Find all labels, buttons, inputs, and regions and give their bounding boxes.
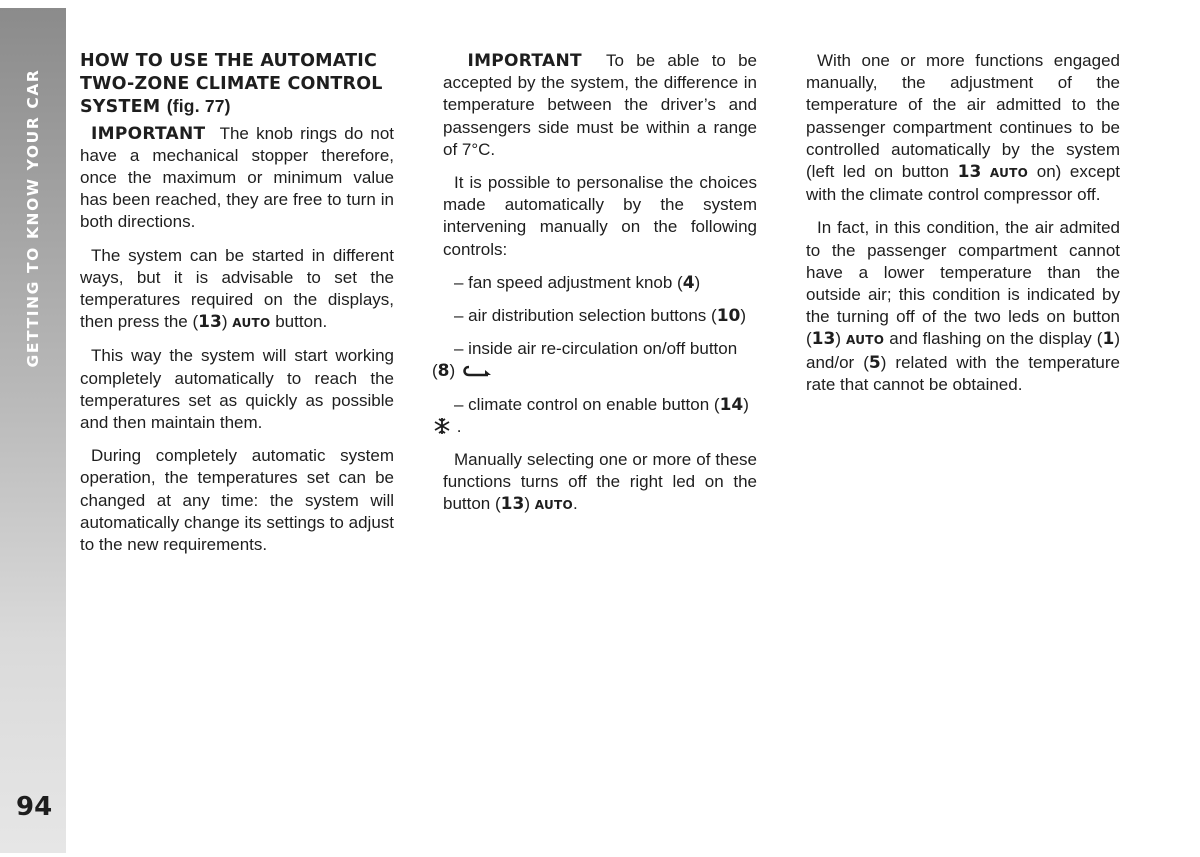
paren: ): [740, 306, 747, 326]
paragraph-text: With one or more functions engaged manually, the adjustment of the temperature of the air admitted to the passenger compartment continues to be controlled automatically by the system (left led on button: [806, 51, 1120, 182]
section-title: GETTING TO KNOW YOUR CAR: [24, 68, 42, 368]
button-number: 13: [811, 329, 836, 350]
paren: ): [694, 272, 701, 292]
list-item-text: – climate control on enable button (: [454, 394, 720, 414]
page-number: 94: [16, 792, 53, 822]
paragraph-important-difference: [443, 50, 757, 161]
paragraph-condition: [806, 217, 1120, 396]
button-number: 13: [198, 312, 222, 333]
paragraph-text: The knob rings do not have a mechanical stopper therefore, once the maximum or minimum value has been reached, they are free to turn in both directions.: [80, 123, 394, 232]
paragraph-manual-selection: [443, 449, 757, 517]
paragraph-manual-functions: [806, 50, 1120, 206]
period: .: [456, 416, 462, 436]
figure-reference: (fig. 77): [166, 96, 231, 116]
period: .: [573, 494, 578, 514]
list-item-text: – inside air re-circulation on/off button: [454, 339, 738, 359]
important-label: IMPORTANT: [467, 51, 582, 71]
heading-line-3: SYSTEM: [80, 97, 161, 117]
paragraph-automatic-working: This way the system will start working completely automatically to reach the temperatures set as quickly as possible and then maintain them.: [80, 346, 394, 432]
column-middle: [432, 50, 758, 528]
sidebar-band: [0, 8, 66, 853]
list-item-text: – air distribution selection buttons (: [454, 306, 717, 326]
list-item-fan-speed: [443, 272, 757, 294]
column-left: [80, 50, 394, 567]
paren: ): [743, 394, 749, 414]
section-heading: [80, 50, 394, 119]
paragraph-text: button.: [275, 312, 328, 332]
paren: ): [524, 494, 531, 514]
paragraph-start-system: [80, 245, 394, 335]
list-item-climate-control: [443, 394, 757, 438]
snowflake-icon: [432, 417, 452, 435]
important-label: IMPORTANT: [91, 123, 206, 144]
paren: ): [221, 312, 228, 332]
heading-line-1: HOW TO USE THE AUTOMATIC: [80, 51, 378, 71]
heading-line-2: TWO-ZONE CLIMATE CONTROL: [80, 73, 383, 94]
auto-label: AUTO: [232, 316, 271, 331]
paren: (: [192, 312, 199, 332]
auto-label: AUTO: [989, 166, 1029, 181]
button-number: 13: [500, 494, 525, 515]
paragraph-text: ) and/or (: [806, 329, 1120, 372]
list-item-air-distribution: [443, 305, 757, 327]
paragraph-text: Manually selecting one or more of these functions turns off the right led on the button: [443, 450, 757, 514]
paragraph-automatic-operation: During completely automatic system operation, the temperatures set can be changed at any time: the system will automatically change its settings to adjust to the new requirements.: [80, 446, 394, 554]
paragraph-text: and flashing on the display (: [889, 329, 1103, 349]
display-number: 1: [1102, 329, 1115, 350]
paren: (: [495, 494, 501, 514]
auto-label: AUTO: [534, 498, 573, 513]
paragraph-text: The system can be started in different ways, but it is advisable to set the temperatures required on the displays, then press the: [80, 245, 394, 332]
column-right: [806, 50, 1120, 407]
recirculation-icon: [460, 363, 494, 379]
paren: (: [432, 361, 438, 381]
paragraph-text: on) except with the climate control compressor off.: [806, 162, 1121, 205]
paragraph-personalise: It is possible to personalise the choices made automatically by the system intervening manually on the following controls:: [443, 173, 757, 259]
paragraph-text: ) related with the temperature rate that cannot be obtained.: [806, 352, 1120, 394]
control-number: 14: [719, 394, 744, 415]
paragraph-text: To be able to be accepted by the system, the difference in temperature between the driver’s and passengers side must be within a range of 7°C.: [443, 51, 758, 159]
control-number: 4: [682, 272, 695, 293]
paragraph-important-knob: [80, 123, 394, 234]
paren: ): [835, 329, 842, 349]
list-item-text: – fan speed adjustment knob (: [454, 272, 683, 292]
auto-label: AUTO: [846, 333, 885, 348]
control-number: 10: [716, 306, 741, 327]
list-item-recirculation: [432, 338, 757, 382]
control-number: 8: [437, 361, 450, 382]
paren: ): [449, 361, 456, 381]
display-number: 5: [868, 352, 881, 373]
paragraph-text: In fact, in this condition, the air admited to the passenger compartment cannot have a lower temperature than the outside air; this condition is indicated by the turning off of the two leds on button: [806, 218, 1120, 327]
paren: (: [806, 329, 812, 349]
button-number: 13: [957, 162, 982, 183]
